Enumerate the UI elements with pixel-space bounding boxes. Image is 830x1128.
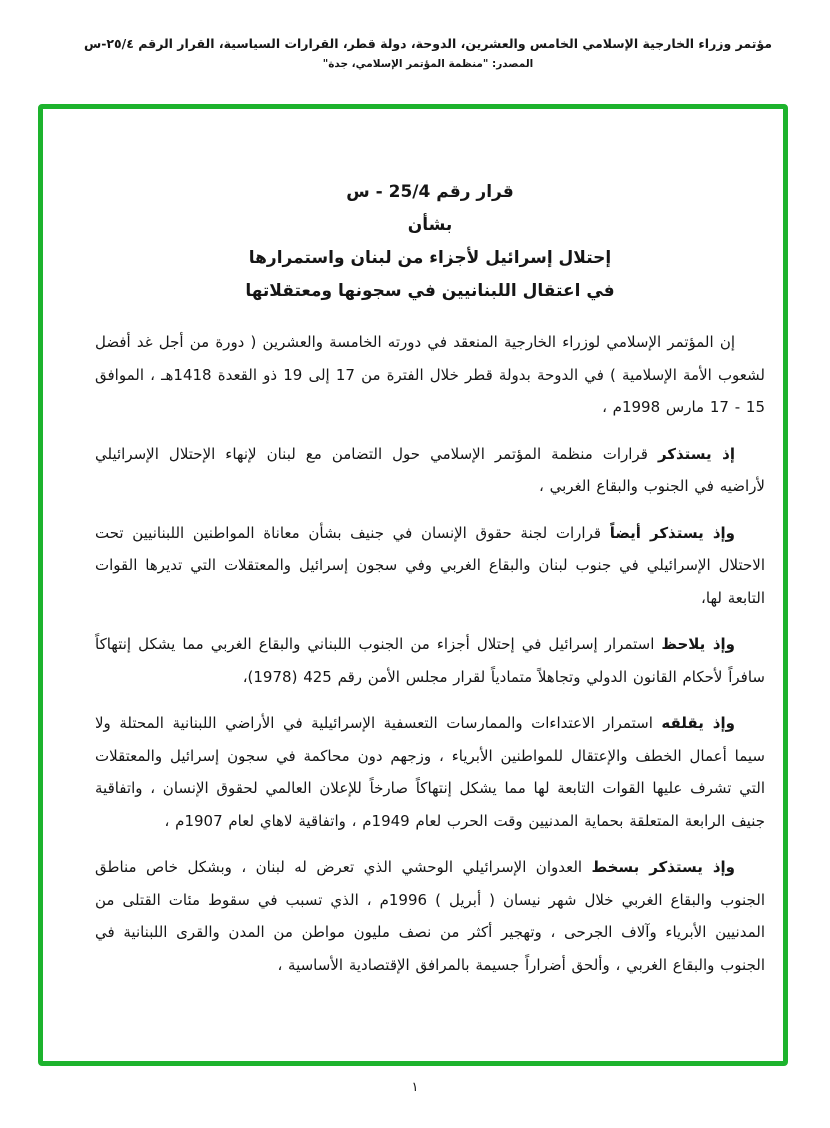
body-paragraph xyxy=(95,707,765,837)
paragraph-text: العدوان الإسرائيلي الوحشي الذي تعرض له لبنان ، وبشكل خاص مناطق الجنوب والبقاع الغربي خلال شهر نيسان ( أبريل ) 1996م ، الذي تسبب في سقوط مئات القتلى من المدنيين الأبرياء وآلاف الجرحى ، وتهجير أكثر من نصف مليون مواطن من المدن والقرى اللبنانية في الجنوب والبقاع الغربي ، وألحق أضراراً جسيمة بالمرافق الإقتصادية الأساسية ، xyxy=(95,858,765,974)
paragraph-lead-phrase: إذ يستذكر xyxy=(657,444,735,463)
body-paragraph xyxy=(95,517,765,615)
resolution-number-title: قرار رقم 25/4 - س xyxy=(346,182,514,202)
paragraph-text: إن المؤتمر الإسلامي لوزراء الخارجية المنعقد في دورته الخامسة والعشرين ( دورة من أجل غد أفضل لشعوب الأمة الإسلامية ) في الدوحة بدولة قطر خلال الفترة من 17 إلى 19 ذو القعدة 1418هـ ، الموافق 15 - 17 مارس 1998م ، xyxy=(95,333,765,416)
paragraph-lead-phrase: وإذ يستذكر أيضاً xyxy=(609,523,735,542)
body-paragraph xyxy=(95,438,765,503)
paragraph-text: استمرار إسرائيل في إحتلال أجزاء من الجنوب اللبناني والبقاع الغربي مما يشكل إنتهاكاً سافراً لأحكام القانون الدولي وتجاهلاً متمادياً لقرار مجلس الأمن رقم 425 (1978)، xyxy=(95,635,765,686)
title-subject-line2: في اعتقال اللبنانيين في سجونها ومعتقلاتها xyxy=(245,281,615,301)
title-regarding-word: بشأن xyxy=(407,215,453,235)
header-publisher-line: المصدر: "منظمة المؤتمر الإسلامي، جدة" xyxy=(322,58,534,70)
paragraph-lead-phrase: وإذ يلاحظ xyxy=(661,635,735,653)
document-content xyxy=(95,176,765,995)
body-paragraph xyxy=(95,851,765,981)
paragraph-lead-phrase: وإذ يستذكر بسخط xyxy=(591,858,735,876)
title-subject-line1: إحتلال إسرائيل لأجزاء من لبنان واستمرارها xyxy=(248,248,612,268)
paragraph-lead-phrase: وإذ يقلقه xyxy=(661,714,735,732)
body-paragraph xyxy=(95,628,765,693)
paragraphs-container xyxy=(95,326,765,981)
header-source-line: مؤتمر وزراء الخارجية الإسلامي الخامس والعشرين، الدوحة، دولة قطر، القرارات السياسية، القرار الرقم ٢٥/٤-س xyxy=(83,36,773,51)
resolution-title-block xyxy=(95,176,765,308)
document-header xyxy=(40,36,816,70)
paragraph-text: استمرار الاعتداءات والممارسات التعسفية الإسرائيلية في الأراضي اللبنانية المحتلة ولا سيما أعمال الخطف والإعتقال للمواطنين الأبرياء ، وزجهم دون محاكمة في سجون إسرائيل والمعتقلات التي تشرف عليها القوات التابعة لها مما يشكل إنتهاكاً صارخاً للإعلان العالمي لحقوق الإنسان ، واتفاقية جنيف الرابعة المتعلقة بحماية المدنيين وقت الحرب لعام 1949م ، واتفاقية لاهاي لعام 1907م ، xyxy=(95,714,765,830)
body-paragraph xyxy=(95,326,765,424)
paragraph-text: قرارات منظمة المؤتمر الإسلامي حول التضامن مع لبنان لإنهاء الإحتلال الإسرائيلي لأراضيه في الجنوب والبقاع الغربي ، xyxy=(95,444,765,495)
page-number: ١ xyxy=(411,1080,419,1095)
paragraph-text: قرارات لجنة حقوق الإنسان في جنيف بشأن معاناة المواطنين اللبنانيين تحت الاحتلال الإسرائيلي في جنوب لبنان والبقاع الغربي وفي سجون إسرائيل والمعتقلات التي تديرها القوات التابعة لها، xyxy=(95,523,765,607)
